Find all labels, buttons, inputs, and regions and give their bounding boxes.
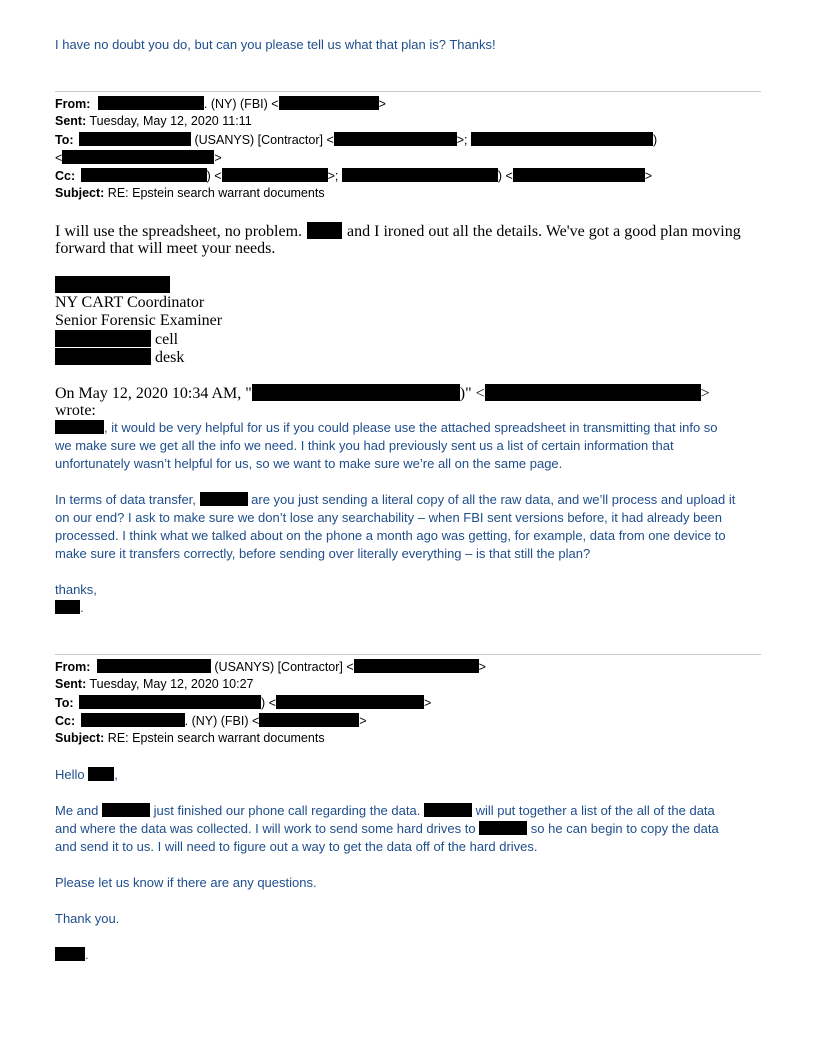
body-text: I will use the spreadsheet, no problem.	[55, 223, 303, 240]
email2-signature	[55, 947, 89, 962]
sent-value: Tuesday, May 12, 2020 10:27	[89, 677, 254, 691]
cc-text: ) <	[206, 169, 222, 183]
redaction-block	[222, 168, 328, 182]
redaction-block	[79, 695, 261, 709]
signature-desk-row	[55, 348, 184, 367]
cc-label: Cc:	[55, 169, 76, 183]
to-text: ) <	[261, 696, 276, 710]
signature-title-1: NY CART Coordinator	[55, 294, 205, 311]
separator-rule-2	[55, 654, 761, 655]
email2-sent-row	[55, 677, 254, 691]
to-close-2: >	[214, 151, 222, 165]
quoted-p1-line-3: unfortunately wasn’t helpful for us, so we want to make sure we’re all on the same page.	[55, 456, 563, 471]
redaction-block	[276, 695, 424, 709]
redaction-block	[97, 659, 211, 673]
signature-name-redaction	[55, 276, 170, 293]
redaction-block	[79, 132, 191, 146]
subject-label: Subject:	[55, 186, 105, 200]
body-text: just finished our phone call regarding the data.	[153, 803, 421, 818]
redaction-block	[55, 330, 151, 347]
quoted-p1-line-1	[55, 420, 718, 435]
body-text: and where the data was collected. I will work to send some hard drives to	[55, 821, 476, 836]
email2-to-row	[55, 695, 431, 710]
body-text: will put together a list of the all of the data	[475, 803, 715, 818]
redaction-block	[485, 384, 701, 401]
email1-body-line-1	[55, 222, 741, 241]
redaction-block	[354, 659, 479, 673]
redaction-block	[513, 168, 645, 182]
redaction-block	[55, 348, 151, 365]
quoted-text: , it would be very helpful for us if you could please use the attached spreadsheet in transmitting that info so	[104, 420, 718, 435]
quote-text: )" <	[459, 385, 485, 402]
to-close: )	[653, 133, 658, 147]
redaction-block	[102, 803, 150, 817]
quote-text: >	[700, 385, 710, 402]
redaction-block	[200, 492, 248, 506]
redaction-block	[88, 767, 114, 781]
redaction-block	[471, 132, 653, 146]
to-open: <	[55, 151, 63, 165]
redaction-block	[279, 96, 379, 110]
redaction-block	[62, 150, 214, 164]
email2-p3: Thank you.	[55, 911, 120, 926]
cc-label: Cc:	[55, 714, 76, 728]
quote-header-line-2: wrote:	[55, 402, 96, 419]
from-label: From:	[55, 660, 91, 674]
top-message-line: I have no doubt you do, but can you please tell us what that plan is? Thanks!	[55, 37, 496, 52]
to-text: (USANYS) [Contractor] <	[191, 133, 334, 147]
quote-text: On May 12, 2020 10:34 AM, "	[55, 385, 252, 402]
body-text: and I ironed out all the details. We've got a good plan moving	[347, 223, 741, 240]
email2-greeting	[55, 767, 118, 782]
sent-label: Sent:	[55, 677, 87, 691]
cc-sep: >;	[327, 169, 339, 183]
email1-body-line-2: forward that will meet your needs.	[55, 240, 276, 257]
sig-dot: .	[85, 947, 89, 962]
quoted-p2-line-3: processed. I think what we talked about on the phone a month ago was getting, for example, data from one device to	[55, 528, 726, 543]
email1-subject-row	[55, 186, 325, 200]
quoted-p2-line-4: make sure it transfers correctly, before sending over literally everything – is that still the plan?	[55, 546, 591, 561]
cc-text: . (NY) (FBI) <	[184, 714, 260, 728]
to-end: >	[423, 696, 432, 710]
redaction-block	[55, 947, 85, 961]
redaction-block	[259, 713, 359, 727]
from-label: From:	[55, 97, 91, 111]
body-text: so he can begin to copy the data	[530, 821, 719, 836]
greeting-comma: ,	[114, 767, 118, 782]
email1-to-row-2	[55, 150, 222, 165]
quoted-p2-line-2: on our end? I ask to make sure we don’t lose any searchability – when FBI sent versions before, it had already been	[55, 510, 722, 525]
subject-label: Subject:	[55, 731, 105, 745]
email1-to-row	[55, 132, 657, 147]
separator-rule-1	[55, 91, 761, 92]
redaction-block	[98, 96, 204, 110]
email2-p1-line-2	[55, 821, 719, 836]
from-text: . (NY) (FBI) <	[203, 97, 279, 111]
redaction-block	[307, 222, 342, 239]
signature-title-2: Senior Forensic Examiner	[55, 312, 223, 329]
desk-label: desk	[155, 349, 185, 366]
sent-label: Sent:	[55, 114, 87, 128]
sent-value: Tuesday, May 12, 2020 11:11	[89, 114, 252, 128]
quoted-p1-line-2: we make sure we get all the info we need. I think you had previously sent us a list of certain information that	[55, 438, 674, 453]
from-text: (USANYS) [Contractor] <	[210, 660, 354, 674]
quoted-text: In terms of data transfer,	[55, 492, 196, 507]
subject-value: RE: Epstein search warrant documents	[107, 186, 325, 200]
email2-cc-row	[55, 713, 367, 728]
redaction-block	[81, 168, 207, 182]
body-text: Me and	[55, 803, 99, 818]
sig-dot: .	[80, 600, 84, 615]
quoted-text: are you just sending a literal copy of all the raw data, and we’ll process and upload it	[251, 492, 736, 507]
to-sep: >;	[456, 133, 468, 147]
from-end: >	[478, 660, 486, 674]
signature-cell-row	[55, 330, 178, 349]
email2-p1-line-3: and send it to us. I will need to figure out a way to get the data off of the hard drives.	[55, 839, 538, 854]
quote-header-line-1	[55, 384, 710, 403]
subject-value: RE: Epstein search warrant documents	[107, 731, 325, 745]
from-end: >	[378, 97, 386, 111]
email2-p2: Please let us know if there are any questions.	[55, 875, 317, 890]
cell-label: cell	[155, 331, 179, 348]
greeting-text: Hello	[55, 767, 85, 782]
redaction-block	[342, 168, 498, 182]
to-label: To:	[55, 133, 74, 147]
redaction-block	[55, 420, 104, 434]
quoted-thanks: thanks,	[55, 582, 97, 597]
redaction-block	[334, 132, 457, 146]
redaction-block	[55, 600, 80, 614]
quoted-signature	[55, 600, 84, 615]
cc-end: >	[644, 169, 653, 183]
email1-cc-row	[55, 168, 652, 183]
redaction-block	[424, 803, 472, 817]
email2-from-row	[55, 659, 486, 674]
redaction-block	[252, 384, 460, 401]
to-label: To:	[55, 696, 74, 710]
email2-p1-line-1	[55, 803, 715, 818]
email1-sent-row	[55, 114, 252, 128]
email1-from-row	[55, 96, 386, 111]
quoted-p2-line-1	[55, 492, 735, 507]
cc-text-2: ) <	[497, 169, 513, 183]
email2-subject-row	[55, 731, 325, 745]
redaction-block	[81, 713, 185, 727]
redaction-block	[479, 821, 527, 835]
cc-end: >	[359, 714, 367, 728]
